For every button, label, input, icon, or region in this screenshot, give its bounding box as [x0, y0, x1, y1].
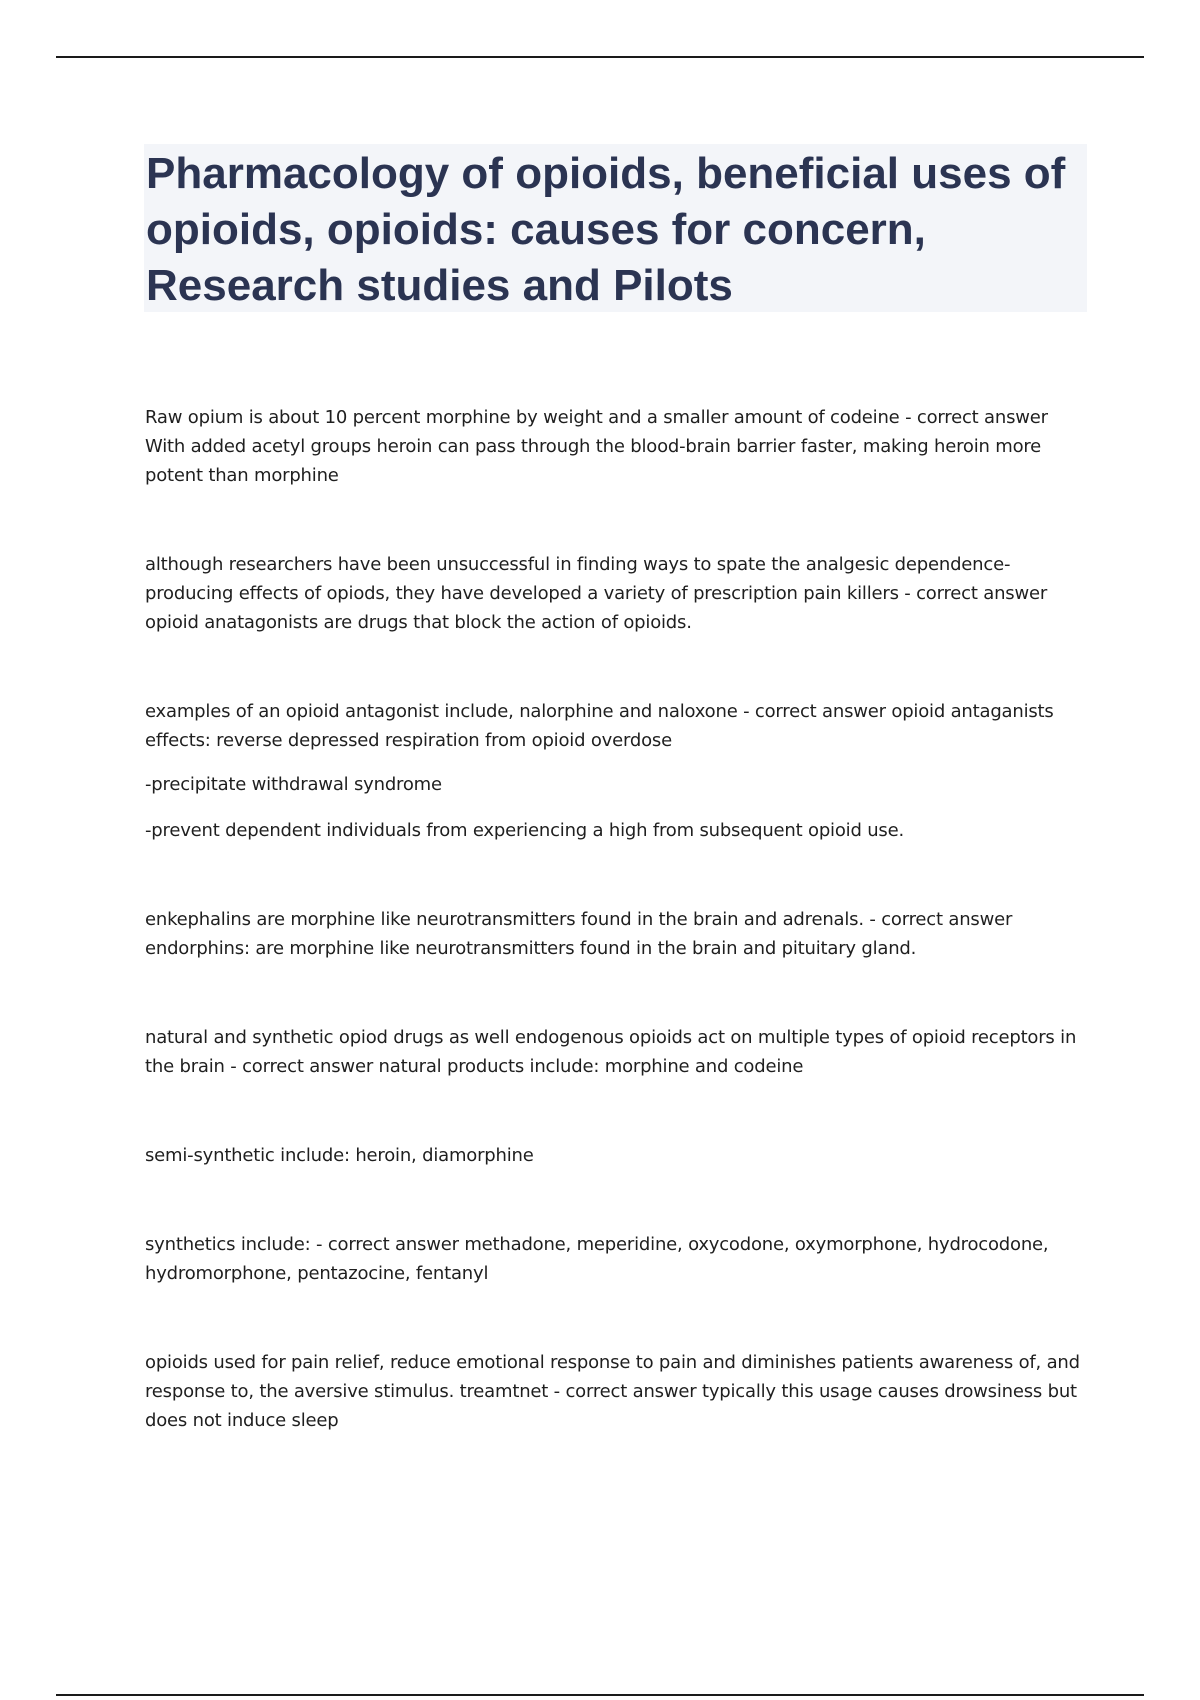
top-rule — [56, 56, 1144, 58]
paragraph: although researchers have been unsuccessful in finding ways to spate the analgesic dependence-producing effects of opiods, they have developed a variety of prescription pain killers - correct answer opioid anatagonists are drugs that block the action of opioids. — [145, 554, 1048, 633]
paragraph-bullet: -precipitate withdrawal syndrome — [145, 774, 442, 795]
paragraph: Raw opium is about 10 percent morphine by weight and a smaller amount of codeine - correct answer With added acetyl groups heroin can pass through the blood-brain barrier faster, making heroin more potent than morphine — [145, 407, 1048, 486]
bottom-rule — [56, 1694, 1144, 1696]
paragraph-bullet: -prevent dependent individuals from experiencing a high from subsequent opioid use. — [145, 820, 904, 841]
paragraph: examples of an opioid antagonist include, nalorphine and naloxone - correct answer opioid antaganists effects: reverse depressed respiration from opioid overdose — [145, 701, 1054, 751]
document-title: Pharmacology of opioids, beneficial uses of opioids, opioids: causes for concern, Research studies and Pilots — [146, 149, 1066, 310]
paragraph: opioids used for pain relief, reduce emotional response to pain and diminishes patients awareness of, and response to, the aversive stimulus. treamtnet - correct answer typically this usage causes drowsiness but does not induce sleep — [145, 1352, 1080, 1431]
paragraph: enkephalins are morphine like neurotransmitters found in the brain and adrenals. - correct answer endorphins: are morphine like neurotransmitters found in the brain and pituitary gland. — [145, 909, 1013, 959]
paragraph: semi-synthetic include: heroin, diamorphine — [145, 1145, 534, 1166]
paragraph: synthetics include: - correct answer methadone, meperidine, oxycodone, oxymorphone, hydrocodone, hydromorphone, pentazocine, fentanyl — [145, 1234, 1049, 1284]
paragraph: natural and synthetic opiod drugs as well endogenous opioids act on multiple types of opioid receptors in the brain - correct answer natural products include: morphine and codeine — [145, 1027, 1077, 1077]
document-body — [145, 403, 1080, 1435]
